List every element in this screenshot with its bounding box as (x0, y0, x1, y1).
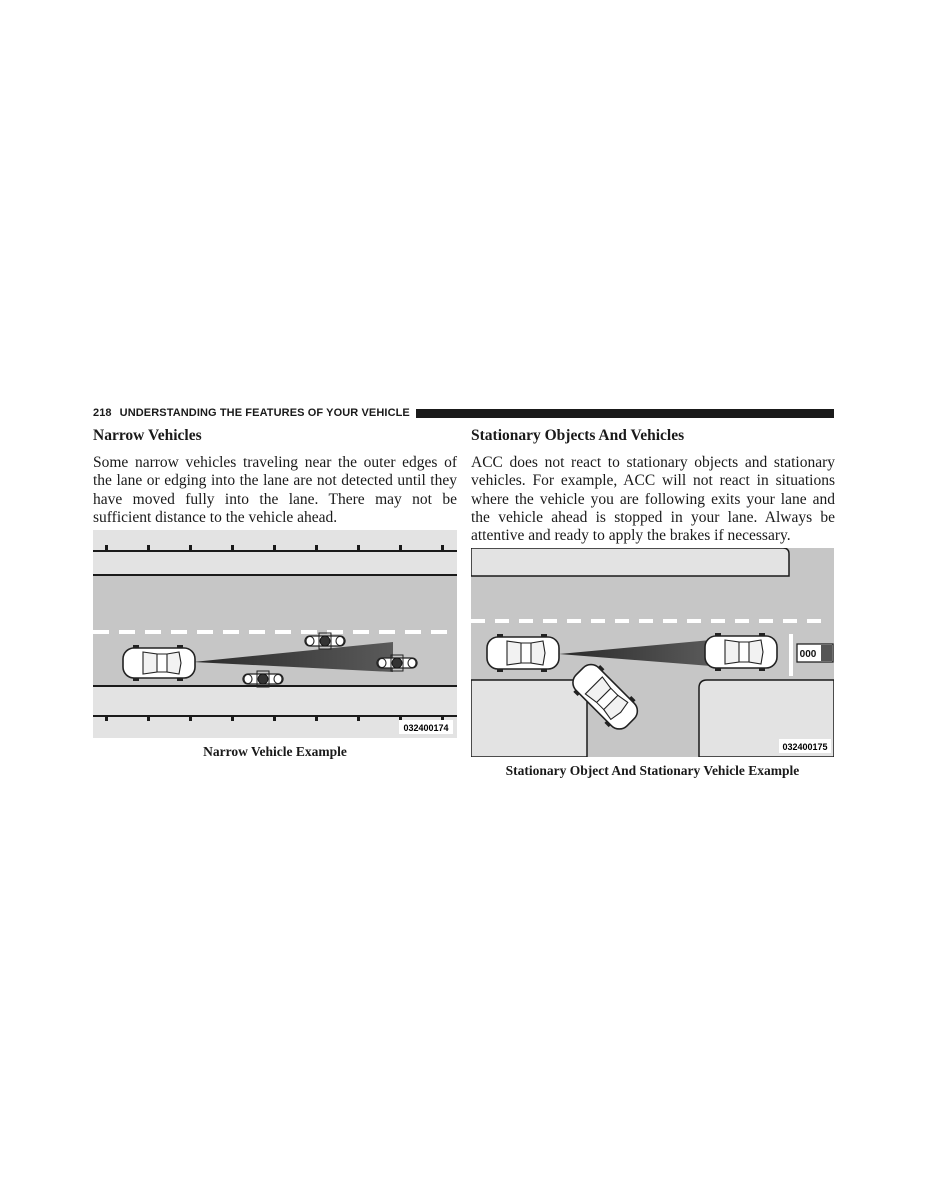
right-column (471, 426, 835, 545)
narrow-vehicle-caption: Narrow Vehicle Example (203, 744, 347, 759)
page-number: 218 (93, 407, 112, 419)
motorcycle-bottom (243, 671, 283, 687)
figure-code: 032400174 (403, 723, 449, 733)
page-header (93, 405, 834, 421)
motorcycle-top (305, 633, 345, 649)
host-vehicle (123, 645, 195, 681)
stopped-vehicle (705, 633, 777, 671)
stop-line (789, 634, 793, 676)
stationary-vehicle-diagram (471, 548, 834, 757)
stationary-objects-body: ACC does not react to stationary objects and stationary vehicles. For example, ACC will not react in situations where the vehicle you are following exits your lane and the vehicle ahead is stopped in your lane. Always be attentive and ready to apply the brakes if necessary. (471, 454, 835, 545)
left-column (93, 426, 457, 527)
motorcycle-ahead (377, 655, 417, 671)
narrow-vehicle-diagram (93, 530, 457, 738)
narrow-vehicles-heading: Narrow Vehicles (93, 427, 202, 444)
stationary-objects-heading: Stationary Objects And Vehicles (471, 427, 685, 444)
figure-code: 032400175 (782, 742, 828, 752)
header-rule (416, 409, 834, 418)
host-vehicle (487, 634, 559, 672)
narrow-vehicle-figure (93, 530, 457, 738)
narrow-vehicles-body: Some narrow vehicles traveling near the outer edges of the lane or edging into the lane are not detected until they have moved fully into the lane. There may not be sufficient distance to the vehicle ahead. (93, 454, 457, 526)
section-title: UNDERSTANDING THE FEATURES OF YOUR VEHICLE (119, 407, 410, 419)
object-label: 000 (799, 649, 817, 660)
stationary-vehicle-caption: Stationary Object And Stationary Vehicle Example (505, 763, 800, 778)
stationary-vehicle-figure (471, 548, 834, 757)
